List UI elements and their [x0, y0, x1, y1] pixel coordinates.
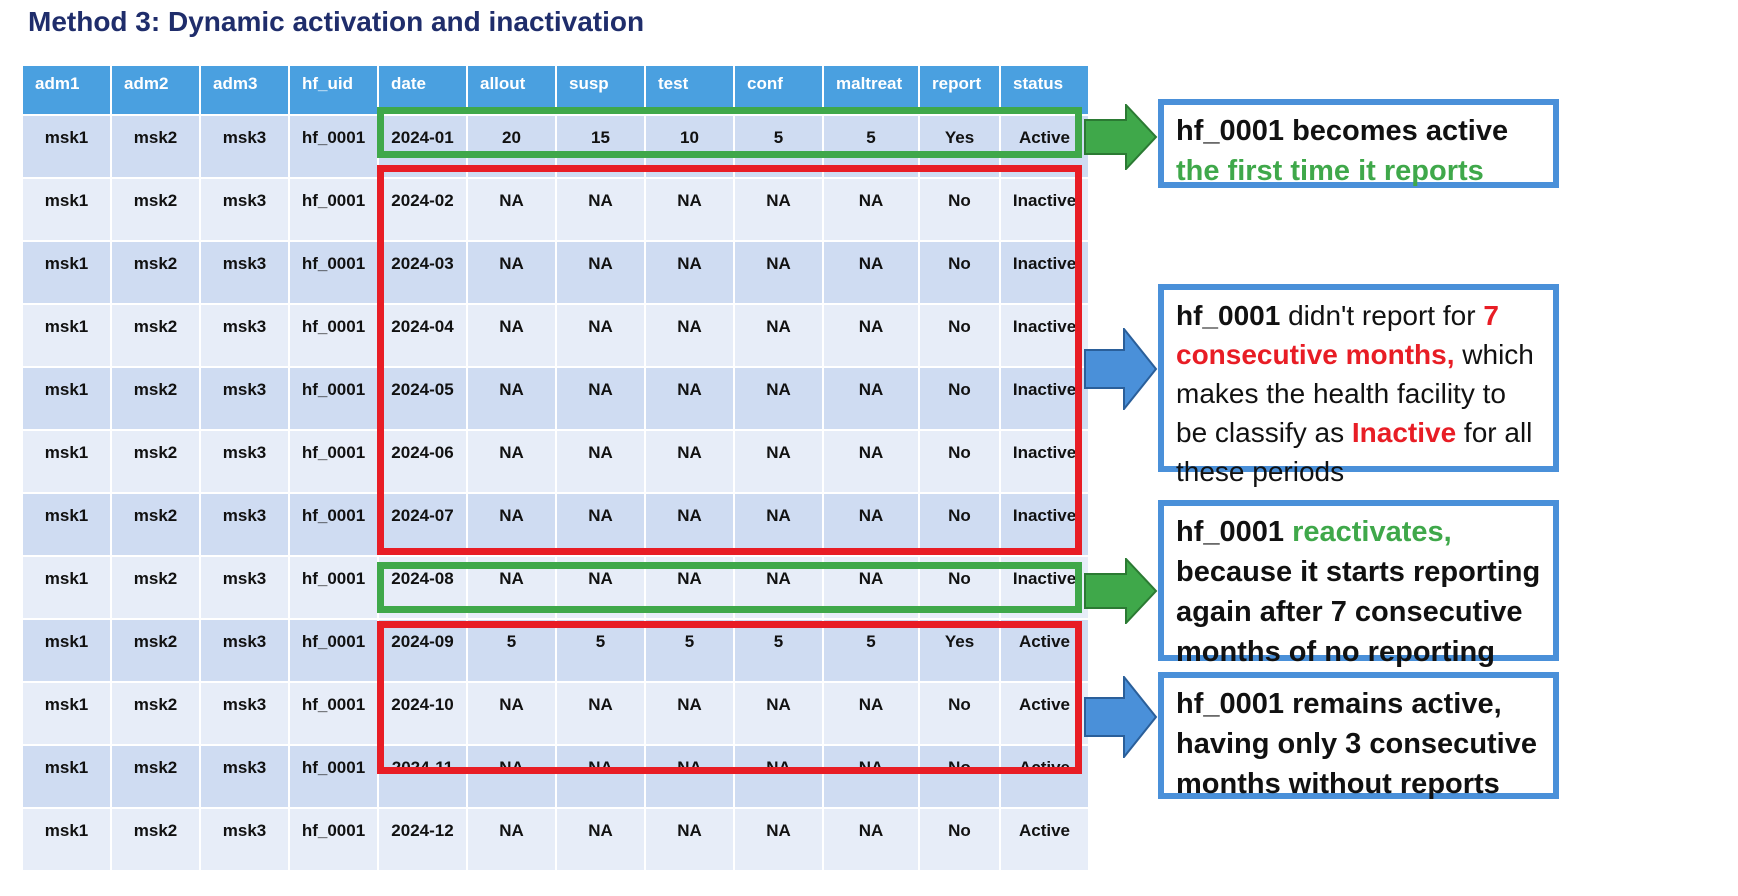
callout-highlight: reactivates,	[1292, 516, 1452, 548]
table-cell-conf: NA	[735, 242, 824, 305]
callout-highlight: Inactive	[1351, 417, 1457, 448]
table-cell-allout: NA	[468, 494, 557, 557]
table-row	[23, 746, 1090, 809]
table-cell-susp: NA	[557, 683, 646, 746]
table-cell-conf: NA	[735, 305, 824, 368]
table-cell-conf: 5	[735, 620, 824, 683]
table-cell-date: 2024-09	[379, 620, 468, 683]
table-cell-adm1: msk1	[23, 242, 112, 305]
table-cell-adm3: msk3	[201, 557, 290, 620]
table-cell-status: Inactive	[1001, 494, 1090, 557]
table-cell-susp: NA	[557, 809, 646, 872]
callout-text: because it starts reporting again after 7 consecutive months of no reporting	[1176, 556, 1541, 668]
table-cell-date: 2024-08	[379, 557, 468, 620]
callout-remains-active	[1158, 672, 1559, 799]
table-cell-allout: NA	[468, 242, 557, 305]
table-cell-maltreat: NA	[824, 683, 920, 746]
table-cell-status: Inactive	[1001, 431, 1090, 494]
table-cell-susp: NA	[557, 179, 646, 242]
table-cell-report: No	[920, 305, 1001, 368]
table-row	[23, 683, 1090, 746]
column-header-adm3: adm3	[201, 66, 290, 116]
table-cell-susp: NA	[557, 557, 646, 620]
table-cell-maltreat: 5	[824, 116, 920, 179]
table-cell-test: NA	[646, 494, 735, 557]
table-row	[23, 809, 1090, 872]
table-cell-maltreat: NA	[824, 557, 920, 620]
table-cell-susp: 15	[557, 116, 646, 179]
table-cell-adm1: msk1	[23, 116, 112, 179]
table-cell-adm1: msk1	[23, 431, 112, 494]
table-cell-conf: NA	[735, 746, 824, 809]
table-cell-status: Inactive	[1001, 557, 1090, 620]
table-cell-allout: NA	[468, 809, 557, 872]
blue-arrow-icon	[1084, 328, 1158, 410]
table-cell-susp: NA	[557, 494, 646, 557]
table-cell-status: Active	[1001, 116, 1090, 179]
table-cell-status: Inactive	[1001, 305, 1090, 368]
page-title: Method 3: Dynamic activation and inactivation	[28, 6, 645, 37]
table-cell-allout: NA	[468, 305, 557, 368]
table-cell-adm3: msk3	[201, 683, 290, 746]
data-table	[23, 66, 1090, 872]
table-cell-hf_uid: hf_0001	[290, 242, 379, 305]
table-cell-adm2: msk2	[112, 368, 201, 431]
table-cell-maltreat: NA	[824, 368, 920, 431]
table-cell-adm3: msk3	[201, 746, 290, 809]
table-cell-status: Active	[1001, 809, 1090, 872]
blue-arrow-icon	[1084, 676, 1158, 758]
table-cell-adm3: msk3	[201, 809, 290, 872]
callout-hf-id: hf_0001	[1176, 300, 1281, 331]
table-cell-report: No	[920, 809, 1001, 872]
table-cell-hf_uid: hf_0001	[290, 746, 379, 809]
table-cell-conf: NA	[735, 809, 824, 872]
table-cell-susp: NA	[557, 305, 646, 368]
table-cell-test: NA	[646, 809, 735, 872]
table-cell-conf: NA	[735, 179, 824, 242]
table-cell-adm2: msk2	[112, 242, 201, 305]
table-cell-adm3: msk3	[201, 305, 290, 368]
table-cell-allout: NA	[468, 368, 557, 431]
column-header-date: date	[379, 66, 468, 116]
table-cell-report: No	[920, 683, 1001, 746]
table-row	[23, 431, 1090, 494]
table-cell-date: 2024-04	[379, 305, 468, 368]
column-header-conf: conf	[735, 66, 824, 116]
table-cell-susp: NA	[557, 431, 646, 494]
table-cell-status: Inactive	[1001, 368, 1090, 431]
callout-highlight: 7 consecutive months,	[1176, 300, 1499, 370]
callout-hf-id: hf_0001	[1176, 516, 1285, 548]
table-cell-status: Active	[1001, 746, 1090, 809]
table-cell-hf_uid: hf_0001	[290, 809, 379, 872]
table-row	[23, 368, 1090, 431]
table-cell-adm1: msk1	[23, 809, 112, 872]
table-cell-date: 2024-02	[379, 179, 468, 242]
table-header-row	[23, 66, 1090, 116]
table-cell-test: NA	[646, 746, 735, 809]
table-cell-conf: NA	[735, 557, 824, 620]
table-cell-susp: NA	[557, 746, 646, 809]
table-cell-hf_uid: hf_0001	[290, 557, 379, 620]
table-cell-adm1: msk1	[23, 305, 112, 368]
table-cell-maltreat: NA	[824, 431, 920, 494]
table-cell-maltreat: NA	[824, 242, 920, 305]
table-cell-report: No	[920, 494, 1001, 557]
table-cell-adm2: msk2	[112, 809, 201, 872]
table-cell-susp: NA	[557, 242, 646, 305]
table-cell-adm2: msk2	[112, 431, 201, 494]
table-cell-report: No	[920, 242, 1001, 305]
table-cell-test: NA	[646, 431, 735, 494]
table-cell-date: 2024-06	[379, 431, 468, 494]
table-cell-report: No	[920, 746, 1001, 809]
table-row	[23, 494, 1090, 557]
table-cell-conf: NA	[735, 494, 824, 557]
table-cell-adm1: msk1	[23, 620, 112, 683]
table-cell-date: 2024-01	[379, 116, 468, 179]
column-header-allout: allout	[468, 66, 557, 116]
table-cell-report: No	[920, 557, 1001, 620]
table-cell-test: 5	[646, 620, 735, 683]
table-cell-adm2: msk2	[112, 620, 201, 683]
table-row	[23, 116, 1090, 179]
table-cell-adm3: msk3	[201, 116, 290, 179]
table-cell-hf_uid: hf_0001	[290, 179, 379, 242]
callout-reactivates	[1158, 500, 1559, 668]
table-cell-allout: NA	[468, 746, 557, 809]
table-cell-hf_uid: hf_0001	[290, 431, 379, 494]
table-cell-adm1: msk1	[23, 179, 112, 242]
table-cell-adm3: msk3	[201, 431, 290, 494]
column-header-adm2: adm2	[112, 66, 201, 116]
table-row	[23, 305, 1090, 368]
table-cell-hf_uid: hf_0001	[290, 368, 379, 431]
table-cell-status: Inactive	[1001, 242, 1090, 305]
table-cell-adm2: msk2	[112, 116, 201, 179]
table-cell-conf: NA	[735, 431, 824, 494]
table-cell-test: NA	[646, 242, 735, 305]
table-cell-date: 2024-11	[379, 746, 468, 809]
table-cell-conf: 5	[735, 116, 824, 179]
table-cell-report: Yes	[920, 620, 1001, 683]
table-cell-test: NA	[646, 368, 735, 431]
table-cell-adm2: msk2	[112, 179, 201, 242]
callout-inactive	[1158, 284, 1559, 487]
table-cell-status: Inactive	[1001, 179, 1090, 242]
table-cell-adm3: msk3	[201, 620, 290, 683]
table-cell-adm3: msk3	[201, 368, 290, 431]
callout-text: hf_0001 remains active, having only 3 consecutive months without reports	[1176, 688, 1537, 800]
table-cell-test: NA	[646, 557, 735, 620]
table-cell-adm2: msk2	[112, 494, 201, 557]
table-cell-allout: 5	[468, 620, 557, 683]
callout-text: which makes the health facility to be classify as	[1176, 339, 1534, 448]
table-cell-adm1: msk1	[23, 557, 112, 620]
table-cell-adm1: msk1	[23, 683, 112, 746]
table-cell-hf_uid: hf_0001	[290, 620, 379, 683]
table-cell-report: No	[920, 431, 1001, 494]
table-cell-allout: NA	[468, 683, 557, 746]
column-header-report: report	[920, 66, 1001, 116]
table-cell-allout: NA	[468, 431, 557, 494]
callout-text: for all these periods	[1176, 417, 1533, 487]
table-cell-date: 2024-12	[379, 809, 468, 872]
table-cell-date: 2024-05	[379, 368, 468, 431]
table-cell-maltreat: NA	[824, 809, 920, 872]
table-cell-adm3: msk3	[201, 179, 290, 242]
table-cell-date: 2024-07	[379, 494, 468, 557]
table-cell-hf_uid: hf_0001	[290, 683, 379, 746]
table-cell-adm1: msk1	[23, 746, 112, 809]
column-header-status: status	[1001, 66, 1090, 116]
column-header-maltreat: maltreat	[824, 66, 920, 116]
table-cell-adm3: msk3	[201, 242, 290, 305]
column-header-susp: susp	[557, 66, 646, 116]
table-cell-status: Active	[1001, 620, 1090, 683]
table-cell-hf_uid: hf_0001	[290, 116, 379, 179]
table-cell-adm2: msk2	[112, 305, 201, 368]
table-row	[23, 557, 1090, 620]
table-cell-susp: NA	[557, 368, 646, 431]
table-cell-maltreat: 5	[824, 620, 920, 683]
table-cell-test: NA	[646, 683, 735, 746]
green-arrow-icon	[1084, 104, 1158, 170]
column-header-test: test	[646, 66, 735, 116]
callout-highlight: the first time it reports	[1176, 155, 1484, 187]
table-cell-date: 2024-10	[379, 683, 468, 746]
table-cell-maltreat: NA	[824, 305, 920, 368]
table-row	[23, 242, 1090, 305]
table-cell-maltreat: NA	[824, 494, 920, 557]
table-cell-conf: NA	[735, 368, 824, 431]
callout-text: didn't report for	[1288, 300, 1476, 331]
table-cell-hf_uid: hf_0001	[290, 494, 379, 557]
table-cell-adm2: msk2	[112, 683, 201, 746]
column-header-hf_uid: hf_uid	[290, 66, 379, 116]
table-cell-allout: 20	[468, 116, 557, 179]
table-cell-hf_uid: hf_0001	[290, 305, 379, 368]
table-cell-susp: 5	[557, 620, 646, 683]
table-cell-status: Active	[1001, 683, 1090, 746]
table-row	[23, 620, 1090, 683]
green-arrow-icon	[1084, 558, 1158, 624]
table-cell-adm1: msk1	[23, 494, 112, 557]
column-header-adm1: adm1	[23, 66, 112, 116]
table-cell-adm1: msk1	[23, 368, 112, 431]
table-cell-report: Yes	[920, 116, 1001, 179]
table-cell-report: No	[920, 368, 1001, 431]
table-cell-report: No	[920, 179, 1001, 242]
table-row	[23, 179, 1090, 242]
table-cell-test: 10	[646, 116, 735, 179]
table-cell-conf: NA	[735, 683, 824, 746]
table-cell-adm3: msk3	[201, 494, 290, 557]
table-cell-adm2: msk2	[112, 746, 201, 809]
table-cell-allout: NA	[468, 179, 557, 242]
table-cell-date: 2024-03	[379, 242, 468, 305]
callout-text: hf_0001 becomes active	[1176, 115, 1509, 147]
callout-first-active	[1158, 99, 1559, 188]
table-cell-maltreat: NA	[824, 179, 920, 242]
table-cell-maltreat: NA	[824, 746, 920, 809]
table-cell-test: NA	[646, 179, 735, 242]
table-cell-test: NA	[646, 305, 735, 368]
table-cell-adm2: msk2	[112, 557, 201, 620]
table-cell-allout: NA	[468, 557, 557, 620]
